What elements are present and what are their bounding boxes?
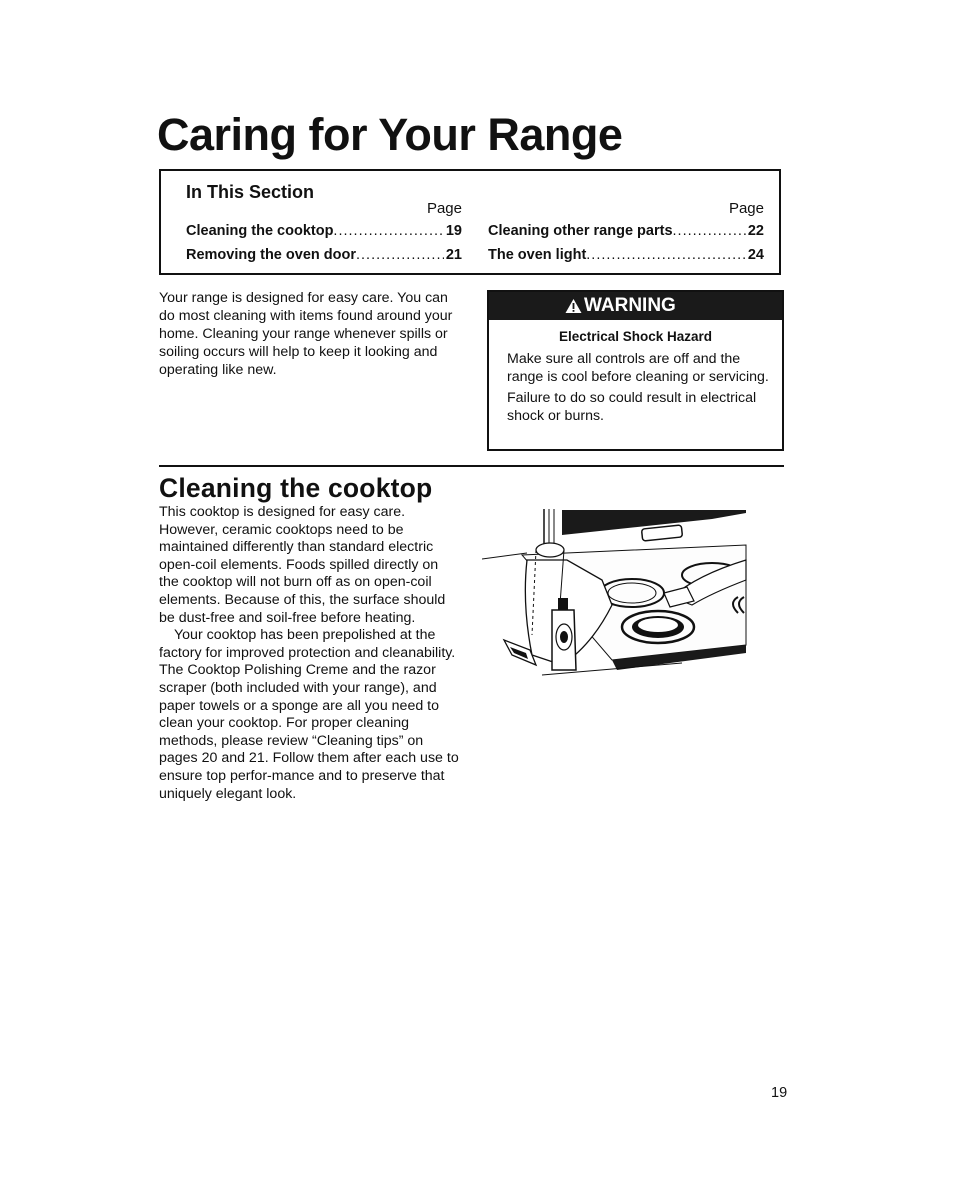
toc-entry: [186, 243, 462, 267]
in-this-section-box: [159, 169, 781, 275]
toc-entry: [488, 219, 764, 243]
warning-triangle-icon: [565, 298, 582, 314]
warning-paragraph: Failure to do so could result in electrical shock or burns.: [507, 390, 757, 424]
warning-box: [487, 290, 784, 451]
toc-column-right: [488, 199, 764, 267]
toc-entry-label: Cleaning other range parts: [488, 223, 673, 239]
toc-column-left: [186, 199, 462, 267]
warning-paragraph: Make sure all controls are off and the range is cool before cleaning or servicing.: [507, 351, 769, 385]
toc-entry: [186, 219, 462, 243]
body-paragraph: Your cooktop has been prepolished at the factory for improved protection and cleanability. The Cooktop Polishing Creme and the razor scraper (both included with your range), and paper towels or a sponge are all you need to clean your cooktop. For proper cleaning methods, please review “Cleaning tips” on pages 20 and 21. Follow them after each use to ensure top perfor-mance and to preserve that uniquely elegant look.: [159, 627, 459, 802]
warning-text: [507, 350, 779, 425]
page-title: Caring for Your Range: [157, 109, 623, 160]
toc-entry-label: Removing the oven door: [186, 247, 356, 263]
warning-label: WARNING: [584, 295, 676, 316]
intro-paragraph: Your range is designed for easy care. You can do most cleaning with items found around your home. Cleaning your range whenever spills or soiling occurs will help to keep it looking and operating like new.: [159, 290, 453, 378]
toc-heading: In This Section: [186, 182, 315, 202]
cooktop-cleaning-illustration: [482, 505, 748, 680]
toc-leader-dots: [586, 243, 746, 267]
toc-entry-page: 24: [747, 247, 764, 263]
toc-entry-label: The oven light: [488, 247, 587, 263]
section-heading: Cleaning the cooktop: [159, 473, 433, 503]
toc-entry-label: Cleaning the cooktop: [186, 223, 334, 239]
warning-subheading: Electrical Shock Hazard: [558, 329, 713, 344]
toc-leader-dots: [333, 219, 443, 243]
toc-leader-dots: [673, 219, 746, 243]
toc-page-header: Page: [728, 200, 764, 217]
toc-entry-page: 22: [747, 223, 764, 239]
toc-entry: [488, 243, 764, 267]
toc-entry-page: 21: [445, 247, 462, 263]
toc-leader-dots: [356, 243, 444, 267]
section-divider: [159, 465, 784, 467]
body-paragraph: This cooktop is designed for easy care. However, ceramic cooktops need to be maintained differently than standard electric open-coil elements. Foods spilled directly on the cooktop will not burn off as on open-coil elements. Because of this, the surface should be dust-free and soil-free before heating.: [159, 504, 446, 626]
warning-header: [489, 292, 782, 320]
section-body: [159, 504, 459, 803]
page-number: 19: [771, 1085, 788, 1101]
toc-page-header: Page: [426, 200, 462, 217]
toc-entry-page: 19: [445, 223, 462, 239]
